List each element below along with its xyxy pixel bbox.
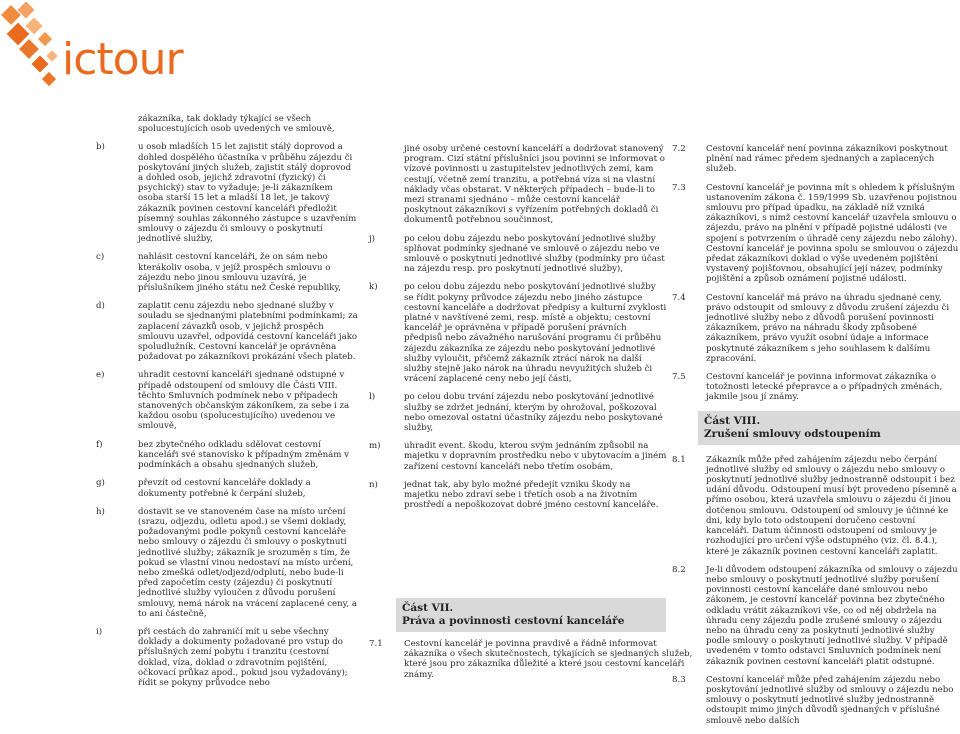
list-item: 7.2 Cestovní kancelář není povinna zákazníkovi poskytnout plnění nad rámec předem sjednaných a zaplacených služeb. <box>672 144 948 175</box>
list-item: c) nahlásit cestovní kanceláři, že on sám nebo kterákoliv osoba, v jejíž prospěch smlouvu o zájezdu nebo jinou smlouvu uzavírá, je příslušníkem jiného státu než České republiky, <box>96 252 341 294</box>
list-item: d) zaplatit cenu zájezdu nebo sjednané služby v souladu se sjednanými platebními podmínkami; za zaplacení závazků osob, v jejichž prospěch smlouvu uzavřel, odpovídá cestovní kanceláři jako spoludlužník. Cestovní kancelář je oprávněna požadovat po zákazníkovi prokázání všech plateb. <box>96 301 358 363</box>
list-item: l) po celou dobu trvání zájezdu nebo poskytování jednotlivé služby se zdržet jednání, kterým by ohrožoval, poškozoval nebo omezoval ostatní účastníky zájezdu nebo poskytované služby, <box>369 392 663 434</box>
logo-mark-icon <box>0 0 62 98</box>
list-item: h) dostavit se ve stanoveném čase na místo určení (srazu, odjezdu, odletu apod.) se všemi doklady, požadovanými podle pokynů cestovní kanceláře nebo smlouvy o zájezdu či smlouvy o poskytnutí jednotlivé služby; zákazník je srozuměn s tím, že pokud se vlastní vinou nedostaví na místo určení, nebo zmešká odlet/odjezd/odplutí, nebo bude-li před započetím cesty (zájezdu) či poskytnutí jednotlivé služby vyloučen z důvodu porušení smlouvy, nemá nárok na vrácení zaplacené ceny, a to ani částečně, <box>96 506 357 619</box>
list-item: 7.5 Cestovní kancelář je povinna informovat zákazníka o totožnosti letecké přepravce a o případných změnách, jakmile jsou jí známy. <box>672 372 943 403</box>
list-item: n) jednat tak, aby bylo možné předejít vzniku škody na majetku nebo zdraví sebe i třetích osob a na životním prostředí a nepoškozovat dobré jméno cestovní kanceláře. <box>369 479 659 511</box>
list-item: 7.3 Cestovní kancelář je povinna mít s ohledem k příslušným ustanovením zákona č. 159/1999 Sb. uzavřenou pojistnou smlouvu pro případ úpadku, na základě níž vzniká zákazníkovi, s nímž cestovní kancelář uzavřela smlouvu o zájezdu, právo na plnění v případě pojistné události (ve spojení s potvrzením o úhradě ceny zájezdu nebo zálohy). Cestovní kancelář je povinna spolu se smlouvou o zájezdu předat zákazníkovi doklad o výše uvedeném pojištění vystavený pojišťovnou, obsahující její název, podmínky pojištění a způsob oznámení pojistné události. <box>672 182 959 285</box>
list-item: e) uhradit cestovní kanceláři sjednané odstupné v případě odstoupení od smlouvy dle Části VIII. těchto Smluvních podmínek nebo v případech stanovených občanským zákoníkem, za sebe i za každou osobu (spolucestujícího) uvedenou ve smlouvě, <box>96 370 350 432</box>
column-2 <box>369 144 693 680</box>
column-3 <box>672 144 960 734</box>
section-heading-7 <box>396 598 666 632</box>
section-heading-8 <box>698 411 960 445</box>
section-title: Část VIII. <box>704 414 761 427</box>
list-item: j) po celou dobu zájezdu nebo poskytování jednotlivé služby splňovat podmínky sjednané ve smlouvě o zájezdu nebo ve smlouvě o poskytnutí jednotlivé služby (podmínky pro účast na zájezdu resp. pro poskytnutí jednotlivé služby), <box>369 233 665 275</box>
section-subtitle: Zrušení smlouvy odstoupením <box>704 427 881 440</box>
list-item: g) převzít od cestovní kanceláře doklady a dokumenty potřebné k čerpání služeb, <box>96 478 311 499</box>
list-item: m) uhradit event. škodu, kterou svým jednáním způsobil na majetku v dopravním prostředku nebo v ubytovacím a jiném zařízení cestovní kanceláři nebo třetím osobám, <box>369 441 667 472</box>
list-item: 8.1 Zákazník může před zahájením zájezdu nebo čerpání jednotlivé služby od smlouvy o zájezdu nebo smlouvy o poskytnutí jednotlivé služby jednostranně odstoupit i bez udání důvodu. Odstoupení musí být provedeno písemně a přímo osobou, která uzavřela smlouvu o zájezdu či jinou dotčenou smlouvu. Odstoupení od smlouvy je účinné ke dni, kdy bylo toto odstoupení doručeno cestovní kanceláři. Datum účinnosti odstoupení od smlouvy je rozhodující pro určení výše odstupného (viz. čl. 8.4.), které je zákazník povinen cestovní kanceláři zaplatit. <box>672 454 957 557</box>
list-item: zákazníka, tak doklady týkající se všech spolucestujících osob uvedených ve smlouvě, <box>138 114 335 135</box>
list-item: f) bez zbytečného odkladu sdělovat cestovní kanceláři své stanovisko k případným změnám v podmínkách a obsahu sjednaných služeb, <box>96 439 349 471</box>
column-1 <box>96 114 358 696</box>
list-item: b) u osob mladších 15 let zajistit stálý doprovod a dohled dospělého účastníka v průběhu zájezdu či poskytování jiných služeb, zajistit stálý doprovod a dohled osob, jejichž zdravotní (fyzický) či psychický) stav to vyžaduje; je-li zákazníkem osoba starší 15 let a mladší 18 let, je takový zákazník povinen cestovní kanceláři předložit písemný souhlas zákonného zástupce s uzavřením smlouvy o zájezdu či smlouvy o poskytnutí jednotlivé služby, <box>96 142 357 245</box>
section-title: Část VII. <box>402 602 454 614</box>
brand-logo <box>0 0 210 100</box>
list-item: 8.3 Cestovní kancelář může před zahájením zájezdu nebo poskytování jednotlivé služby od smlouvy o zájezdu nebo smlouvy o poskytnutí jednotlivé služby jednostranně odstoupit mimo jiných důvodů sjednaných v příslušné smlouvě nebo dalších <box>672 674 954 726</box>
article-7-1: 7.1 Cestovní kancelář je povinna pravdivě a řádně informovat zákazníka o všech skutečnostech, týkajících se sjednaných služeb, které jsou pro zákazníka důležité a které jsou cestovní kanceláři známy. <box>369 639 693 680</box>
list-item: i) při cestách do zahraničí mít u sebe všechny doklady a dokumenty požadované pro vstup do příslušných zemí pobytu i tranzitu (cestovní doklad, víza, doklad o zdravotním pojištění, očkovací průkaz apod., pokud jsou vyžadovány); řídit se pokyny průvodce nebo <box>96 626 348 688</box>
list-item: 8.2 Je-li důvodem odstoupení zákazníka od smlouvy o zájezdu nebo smlouvy o poskytnutí jednotlivé služby porušení povinnosti cestovní kanceláře dané smlouvou nebo zákonem, je cestovní kancelář povinna bez zbytečného odkladu vrátit zákazníkovi vše, co od něj obdržela na úhradu ceny zájezdu podle zrušené smlouvy o zájezdu nebo na úhradu ceny za poskytnutí jednotlivé služby podle smlouvy o poskytnutí jednotlivé služby. V případě uvedeném v tomto odstavci Smluvních podmínek není zákazník povinen cestovní kanceláři platit odstupné. <box>672 564 958 667</box>
list-item: k) po celou dobu zájezdu nebo poskytování jednotlivé služby se řídit pokyny průvodce zájezdu nebo jiného zástupce cestovní kanceláře a dodržovat předpisy a kulturní zvyklosti platné v navštívené zemi, resp. místě a objektu; cestovní kancelář je oprávněna v případě porušení právních předpisů nebo závažného narušování programu či průběhu zájezdu zákazníka ze zájezdu nebo poskytování jednotlivé služby vyloučit, přičemž zákazník ztrácí nárok na další služby stejně jako nárok na úhradu nevyužitých služeb či vrácení zaplacené ceny nebo její části, <box>369 282 667 385</box>
list-item: 7.4 Cestovní kancelář má právo na úhradu sjednané ceny, právo odstoupit od smlouvy z důvodu zrušení zájezdu či jednotlivé služby nebo z důvodů porušení povinnosti zákazníkem, právo na náhradu škody způsobené zákazníkem, právo využít osobní údaje a informace poskytnuté zákazníkem s jeho souhlasem k dalšímu zpracování. <box>672 292 950 364</box>
section-subtitle: Práva a povinnosti cestovní kanceláře <box>402 615 625 627</box>
logo-wordmark: ictour <box>62 34 183 85</box>
list-item: jiné osoby určené cestovní kanceláří a dodržovat stanovený program. Cizí státní příslušníci jsou povinni se informovat o vízové povinnosti u zastupitelstev jednotlivých zemí, kam cestují, včetně zemí tranzitu, a potřebná víza si na vlastní náklady včas obstarat. V některých případech – bude-li to mezi stranami sjednáno – může cestovní kancelář poskytnout zákazníkovi s vyřízením potřebných dokladů či dokumentů potřebnou součinnost, <box>404 144 665 226</box>
